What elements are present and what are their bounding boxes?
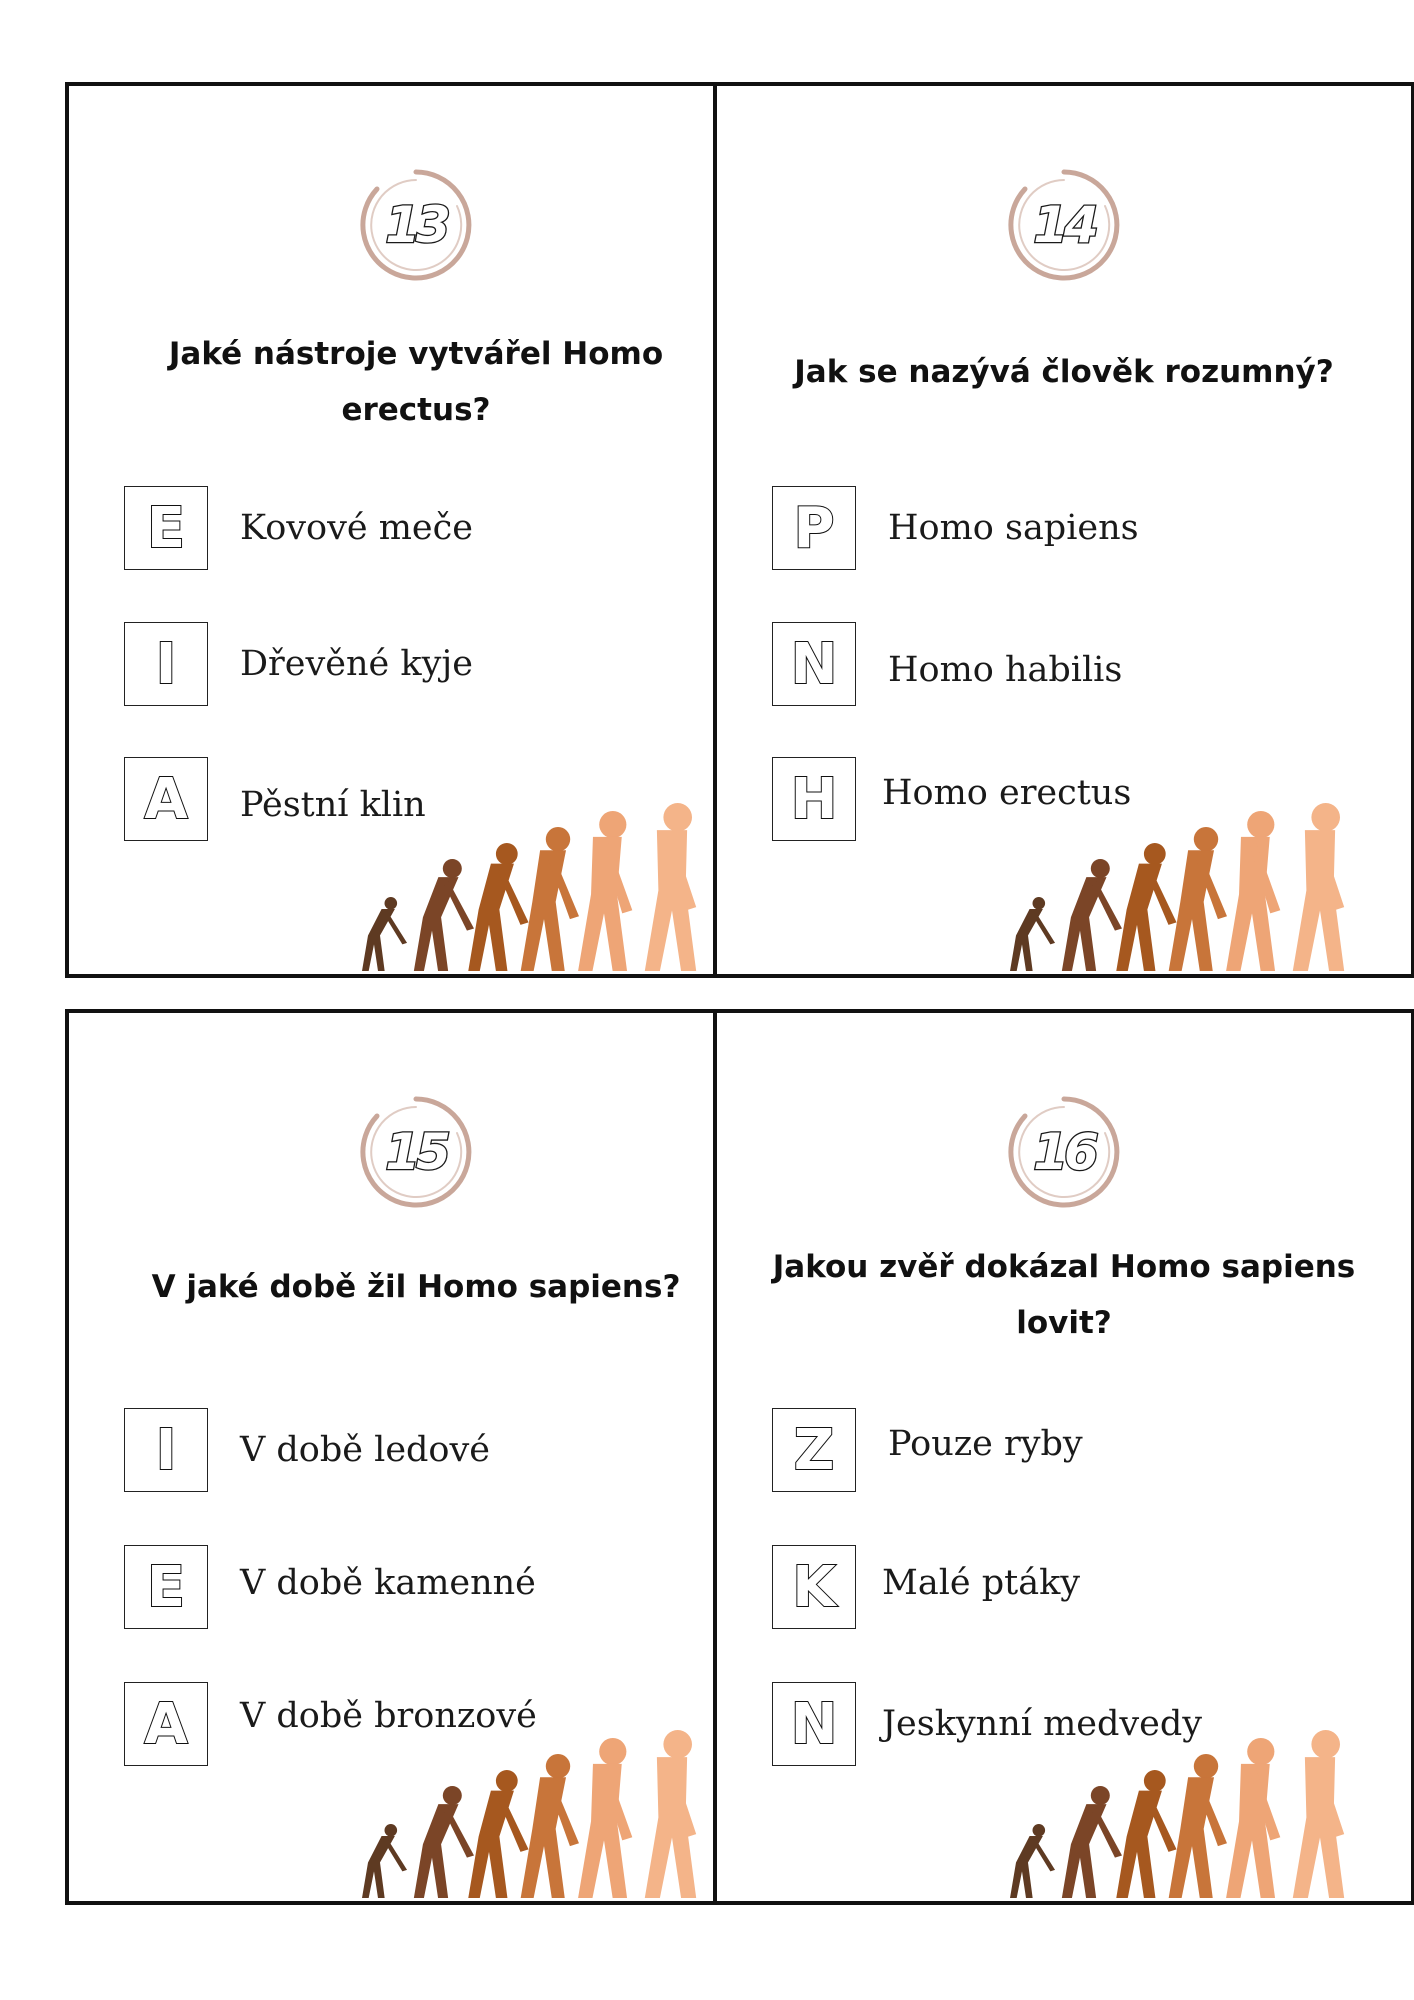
hominid-figure: [468, 843, 528, 971]
card-number: 16: [1033, 1123, 1095, 1181]
question-text: Jak se nazývá člověk rozumný?: [794, 354, 1334, 390]
hominid-figure: [362, 1824, 407, 1898]
evolution-silhouettes: [1002, 1726, 1414, 1901]
answer-text: Kovové meče: [240, 508, 473, 548]
answer-letter-box: [772, 1682, 856, 1766]
hominid-figure: [1010, 1824, 1055, 1898]
answer-letter-box: [124, 1682, 208, 1766]
answer-text: Jeskynní medvedy: [882, 1704, 1203, 1744]
hominid-figure: [1293, 803, 1344, 971]
number-badge-icon: [1005, 1093, 1123, 1211]
answer-text: Homo sapiens: [888, 508, 1139, 548]
hominid-figure: [1169, 1754, 1227, 1898]
number-badge-icon: [357, 166, 475, 284]
hominid-figure: [1010, 897, 1055, 971]
question-text: Jakou zvěř dokázal Homo sapiens lovit?: [772, 1249, 1356, 1341]
question-card: [65, 1009, 767, 1905]
answer-text: V době kamenné: [240, 1563, 536, 1603]
answer-text: V době bronzové: [240, 1696, 537, 1736]
answer-letter: N: [790, 631, 838, 697]
answer-letter-box: [772, 1408, 856, 1492]
hominid-figure: [1226, 811, 1280, 971]
answer-letter: Z: [793, 1417, 835, 1483]
evolution-silhouettes: [354, 1726, 767, 1901]
hominid-figure: [521, 827, 579, 971]
hominid-figure: [1062, 1786, 1122, 1898]
question-text: Jaké nástroje vytvářel Homo erectus?: [168, 336, 664, 428]
human-evolution-illustration: [1002, 1726, 1414, 1901]
hominid-figure: [1116, 843, 1176, 971]
answer-text: Dřevěné kyje: [240, 644, 473, 684]
evolution-silhouettes: [1002, 799, 1414, 974]
answer-text: Malé ptáky: [882, 1563, 1081, 1603]
hominid-figure: [578, 1738, 632, 1898]
human-evolution-illustration: [354, 799, 767, 974]
hominid-figure: [1062, 859, 1122, 971]
answer-text: Homo habilis: [888, 650, 1123, 690]
answer-letter: E: [146, 495, 186, 561]
hominid-figure: [521, 1754, 579, 1898]
answer-letter-box: [772, 622, 856, 706]
answer-letter: A: [144, 766, 188, 832]
question-text: V jaké době žil Homo sapiens?: [151, 1269, 681, 1305]
hominid-figure: [414, 1786, 474, 1898]
answer-letter-box: [124, 1408, 208, 1492]
hominid-figure: [645, 1730, 696, 1898]
hominid-figure: [1169, 827, 1227, 971]
evolution-silhouettes: [354, 799, 767, 974]
answer-letter: K: [792, 1554, 836, 1620]
answer-letter: I: [155, 631, 177, 697]
answer-text: Homo erectus: [882, 773, 1132, 813]
answer-letter-box: [124, 486, 208, 570]
answer-text: V době ledové: [240, 1430, 490, 1470]
hominid-figure: [1116, 1770, 1176, 1898]
answer-letter: P: [793, 495, 835, 561]
card-number: 13: [385, 196, 447, 254]
answer-letter: H: [790, 766, 838, 832]
answer-letter-box: [124, 622, 208, 706]
hominid-figure: [414, 859, 474, 971]
answer-letter-box: [772, 757, 856, 841]
answer-letter-box: [124, 1545, 208, 1629]
answer-letter: I: [155, 1417, 177, 1483]
human-evolution-illustration: [1002, 799, 1414, 974]
number-badge-icon: [357, 1093, 475, 1211]
question-card: [713, 82, 1414, 978]
answer-letter-box: [124, 757, 208, 841]
answer-letter-box: [772, 1545, 856, 1629]
hominid-figure: [362, 897, 407, 971]
answer-text: Pouze ryby: [888, 1424, 1083, 1464]
hominid-figure: [468, 1770, 528, 1898]
question-card: [65, 82, 767, 978]
human-evolution-illustration: [354, 1726, 767, 1901]
hominid-figure: [645, 803, 696, 971]
answer-text: Pěstní klin: [240, 785, 426, 825]
answer-letter-box: [772, 486, 856, 570]
number-badge-icon: [1005, 166, 1123, 284]
question-card: [713, 1009, 1414, 1905]
card-number: 15: [385, 1123, 447, 1181]
card-number: 14: [1033, 196, 1095, 254]
hominid-figure: [578, 811, 632, 971]
answer-letter: E: [146, 1554, 186, 1620]
answer-letter: A: [144, 1691, 188, 1757]
hominid-figure: [1226, 1738, 1280, 1898]
answer-letter: N: [790, 1691, 838, 1757]
hominid-figure: [1293, 1730, 1344, 1898]
